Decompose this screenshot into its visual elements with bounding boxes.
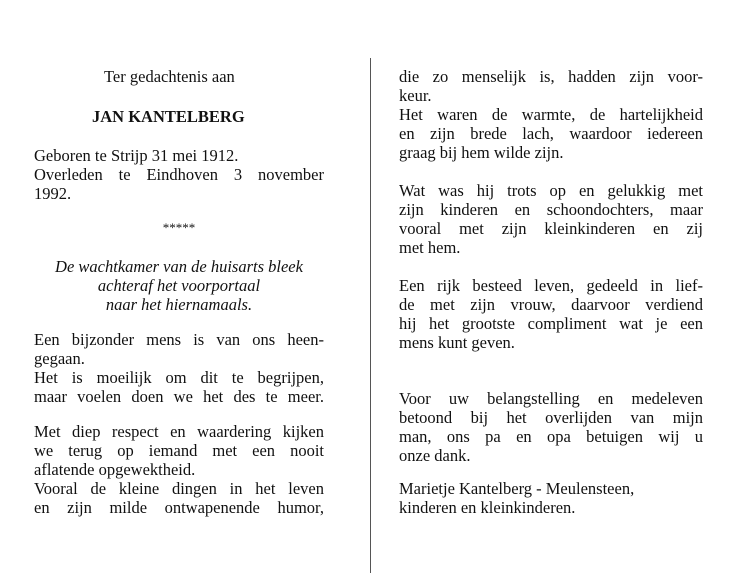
- text-line: man, ons pa en opa betuigen wij u: [399, 427, 703, 446]
- death-line: Overleden te Eindhoven 3 november: [34, 165, 324, 184]
- text-line: onze dank.: [399, 446, 471, 465]
- deceased-name: JAN KANTELBERG: [92, 107, 245, 126]
- text-line: mens kunt geven.: [399, 333, 515, 352]
- intro-text: Ter gedachtenis aan: [104, 67, 235, 86]
- fold-line: [370, 58, 371, 573]
- poem-line: naar het hiernamaals.: [105, 295, 253, 314]
- birth-line: Geboren te Strijp 31 mei 1912.: [34, 146, 239, 165]
- poem-line: De wachtkamer van de huisarts bleek: [55, 257, 303, 276]
- text-line: maar voelen doen we het des te meer.: [34, 387, 324, 406]
- text-line: Het waren de warmte, de hartelijkheid: [399, 105, 703, 124]
- text-line: en zijn brede lach, waardoor iedereen: [399, 124, 703, 143]
- text-line: de met zijn vrouw, daarvoor verdiend: [399, 295, 703, 314]
- death-year-line: 1992.: [34, 184, 72, 203]
- text-line: Vooral de kleine dingen in het leven: [34, 479, 324, 498]
- text-line: die zo menselijk is, hadden zijn voor-: [399, 67, 703, 86]
- text-line: Voor uw belangstelling en medeleven: [399, 389, 703, 408]
- poem-line: achteraf het voorportaal: [97, 276, 261, 295]
- text-line: gegaan.: [34, 349, 85, 368]
- text-line: betoond bij het overlijden van mijn: [399, 408, 703, 427]
- text-line: Een bijzonder mens is van ons heen-: [34, 330, 324, 349]
- text-line: Het is moeilijk om dit te begrijpen,: [34, 368, 324, 387]
- text-line: hij het grootste compliment wat je een: [399, 314, 703, 333]
- text-line: keur.: [399, 86, 432, 105]
- signature-line: kinderen en kleinkinderen.: [399, 498, 576, 517]
- text-line: Wat was hij trots op en gelukkig met: [399, 181, 703, 200]
- text-line: zijn kinderen en schoondochters, maar: [399, 200, 703, 219]
- text-line: aflatende opgewektheid.: [34, 460, 196, 479]
- text-line: we terug op iemand met een nooit: [34, 441, 324, 460]
- text-line: Met diep respect en waardering kijken: [34, 422, 324, 441]
- text-line: met hem.: [399, 238, 461, 257]
- text-line: Een rijk besteed leven, gedeeld in lief-: [399, 276, 703, 295]
- signature-line: Marietje Kantelberg - Meulensteen,: [399, 479, 635, 498]
- text-line: graag bij hem wilde zijn.: [399, 143, 564, 162]
- separator-stars: *****: [162, 220, 196, 235]
- text-line: vooral met zijn kleinkinderen en zij: [399, 219, 703, 238]
- text-line: en zijn milde ontwapenende humor,: [34, 498, 324, 517]
